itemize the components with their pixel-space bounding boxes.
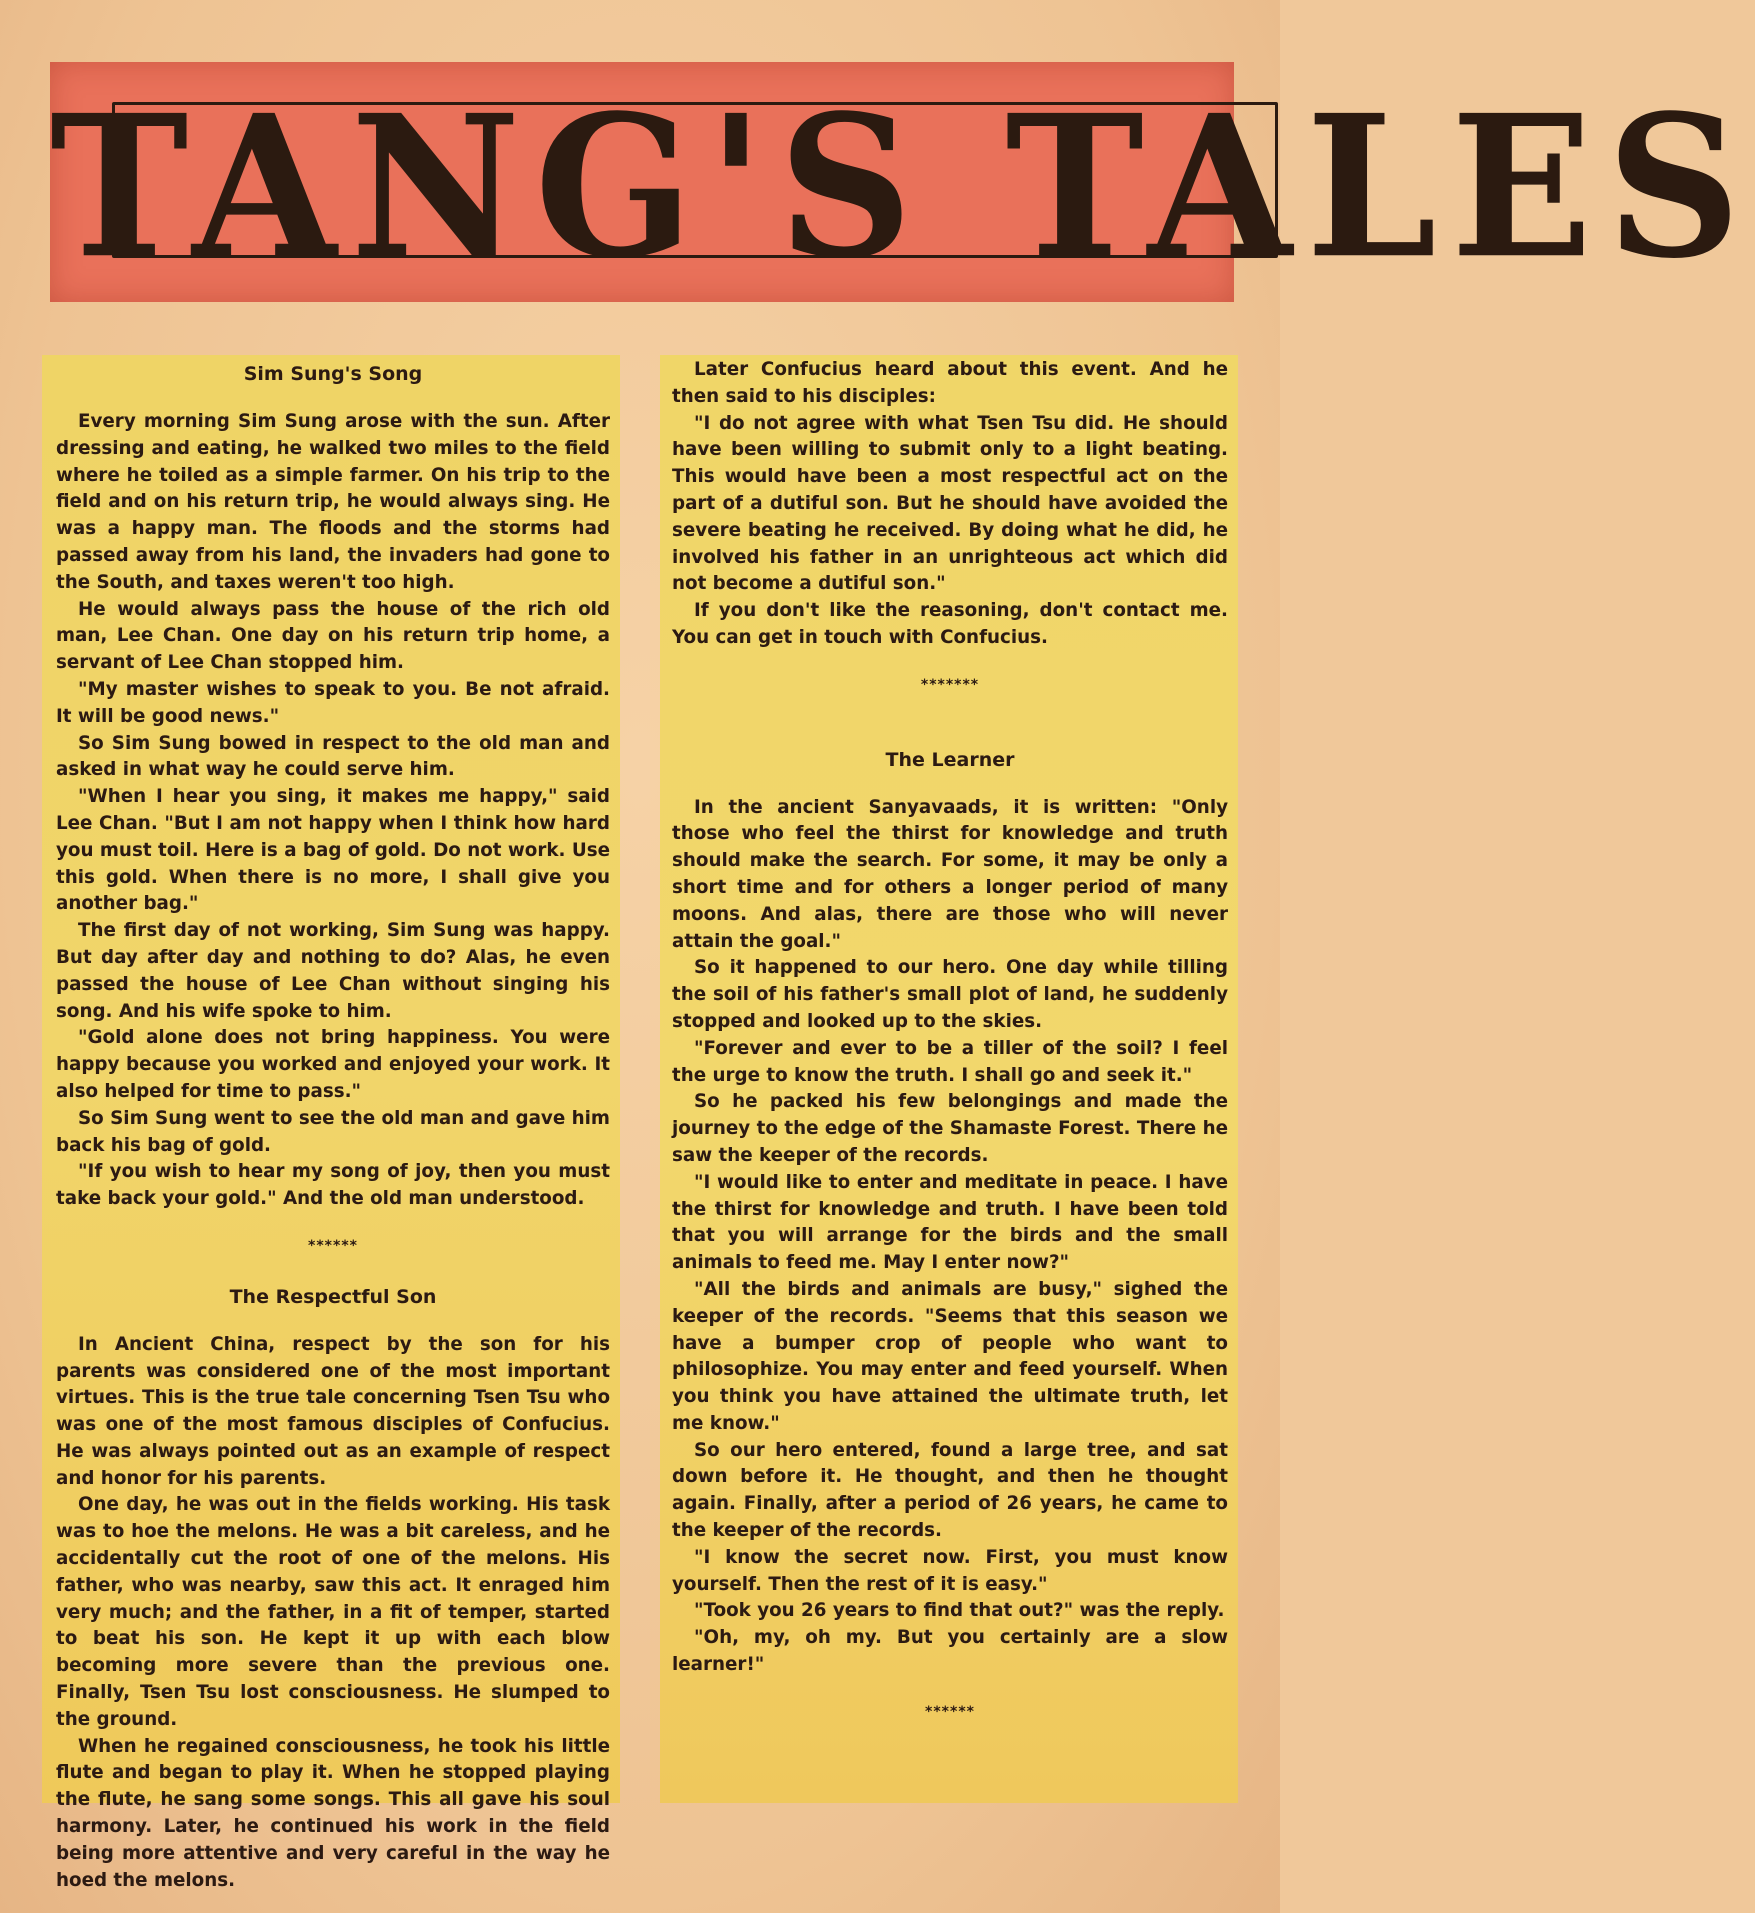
paragraph: When he regained consciousness, he took his little flute and began to play it. When he stopped playing the flute, he sang some songs. This all gave his soul harmony. Later, he continued his work in the field being more attentive and very careful in the way he hoed the melons.: [56, 1735, 610, 1891]
paragraph: So Sim Sung went to see the old man and gave him back his bag of gold.: [56, 1107, 610, 1156]
story-title-sim-sung: Sim Sung's Song: [243, 363, 423, 385]
paragraph: "Oh, my, oh my. But you certainly are a slow learner!": [672, 1627, 1228, 1676]
paragraph: So Sim Sung bowed in respect to the old man and asked in what way he could serve him.: [56, 732, 610, 781]
paragraph: "I would like to enter and meditate in peace. I have the thirst for knowledge and truth. I have been told that you will arrange for the birds and the small animals to feed me. May I enter now?": [672, 1171, 1228, 1274]
paragraph: "If you wish to hear my song of joy, then you must take back your gold." And the old man understood.: [56, 1161, 610, 1210]
paragraph: Later Confucius heard about this event. And he then said to his disciples:: [672, 359, 1228, 407]
paragraph: If you don't like the reasoning, don't contact me. You can get in touch with Confucius.: [672, 600, 1228, 648]
title-banner: [50, 62, 1755, 302]
paragraph: The first day of not working, Sim Sung was happy. But day after day and nothing to do? Alas, he even passed the house of Lee Chan without singing his song. And his wife spoke to him.: [56, 920, 610, 1022]
paragraph: "Took you 26 years to find that out?" was the reply.: [694, 1600, 1225, 1622]
paragraph: One day, he was out in the fields working. His task was to hoe the melons. He was a bit careless, and he accidentally cut the root of one of the melons. His father, who was nearby, saw this act. It enraged him very much; and the father, in a fit of temper, started to beat his son. He kept it up with each blow becoming more severe than the previous one. Finally, Tsen Tsu lost consciousness. He slumped to the ground.: [56, 1494, 610, 1730]
section-separator: *******: [920, 676, 980, 693]
paragraph: In Ancient China, respect by the son for his parents was considered one of the most important virtues. This is the true tale concerning Tsen Tsu who was one of the most famous disciples of Confucius. He was always pointed out as an example of respect and honor for his parents.: [56, 1333, 610, 1489]
banner-title: TANG'S TALES: [50, 71, 1755, 302]
paragraph: "My master wishes to speak to you. Be not afraid. It will be good news.": [56, 678, 610, 727]
paragraph: "Forever and ever to be a tiller of the soil? I feel the urge to know the truth. I shall go and seek it.": [672, 1037, 1228, 1086]
story-title-respectful-son: The Respectful Son: [229, 1285, 437, 1308]
paragraph: "I know the secret now. First, you must know yourself. Then the rest of it is easy.": [672, 1546, 1228, 1595]
paragraph: "I do not agree with what Tsen Tsu did. He should have been willing to submit only to a light beating. This would have been a most respectful act on the part of a dutiful son. But he should have avoided the severe beating he received. By doing what he did, he involved his father in an unrighteous act which did not become a dutiful son.": [672, 412, 1228, 595]
paragraph: "All the birds and animals are busy," sighed the keeper of the records. "Seems that this season we have a bumper crop of people who want to philosophize. You may enter and feed yourself. When you think you have attained the ultimate truth, let me know.": [672, 1278, 1228, 1434]
paragraph: So it happened to our hero. One day while tilling the soil of his father's small plot of land, he suddenly stopped and looked up to the skies.: [672, 957, 1228, 1032]
paragraph: So he packed his few belongings and made the journey to the edge of the Shamaste Forest. There he saw the keeper of the records.: [672, 1091, 1228, 1166]
section-separator: ******: [925, 1703, 975, 1720]
paragraph: "When I hear you sing, it makes me happy," said Lee Chan. "But I am not happy when I think how hard you must toil. Here is a bag of gold. Do not work. Use this gold. When there is no more, I shall give you another bag.": [56, 786, 610, 915]
paragraph: He would always pass the house of the rich old man, Lee Chan. One day on his return trip home, a servant of Lee Chan stopped him.: [56, 598, 610, 674]
paragraph: "Gold alone does not bring happiness. You were happy because you worked and enjoyed your work. It also helped for time to pass.": [56, 1027, 610, 1102]
left-column: [42, 355, 620, 1891]
paragraph: Every morning Sim Sung arose with the sun. After dressing and eating, he walked two miles to the field where he toiled as a simple farmer. On his trip to the field and on his return trip, he would always sing. He was a happy man. The floods and the storms had passed away from his land, the invaders had gone to the South, and taxes weren't too high.: [56, 411, 610, 593]
right-column: [660, 355, 1238, 1803]
section-separator: ******: [308, 1237, 358, 1254]
paragraph: So our hero entered, found a large tree, and sat down before it. He thought, and then he thought again. Finally, after a period of 26 years, he came to the keeper of the records.: [672, 1439, 1228, 1542]
paragraph: In the ancient Sanyavaads, it is written: "Only those who feel the thirst for knowledge and truth should make the search. For some, it may be only a short time and for others a longer period of many moons. And alas, there are those who will never attain the goal.": [672, 796, 1228, 952]
story-title-learner: The Learner: [885, 748, 1015, 771]
